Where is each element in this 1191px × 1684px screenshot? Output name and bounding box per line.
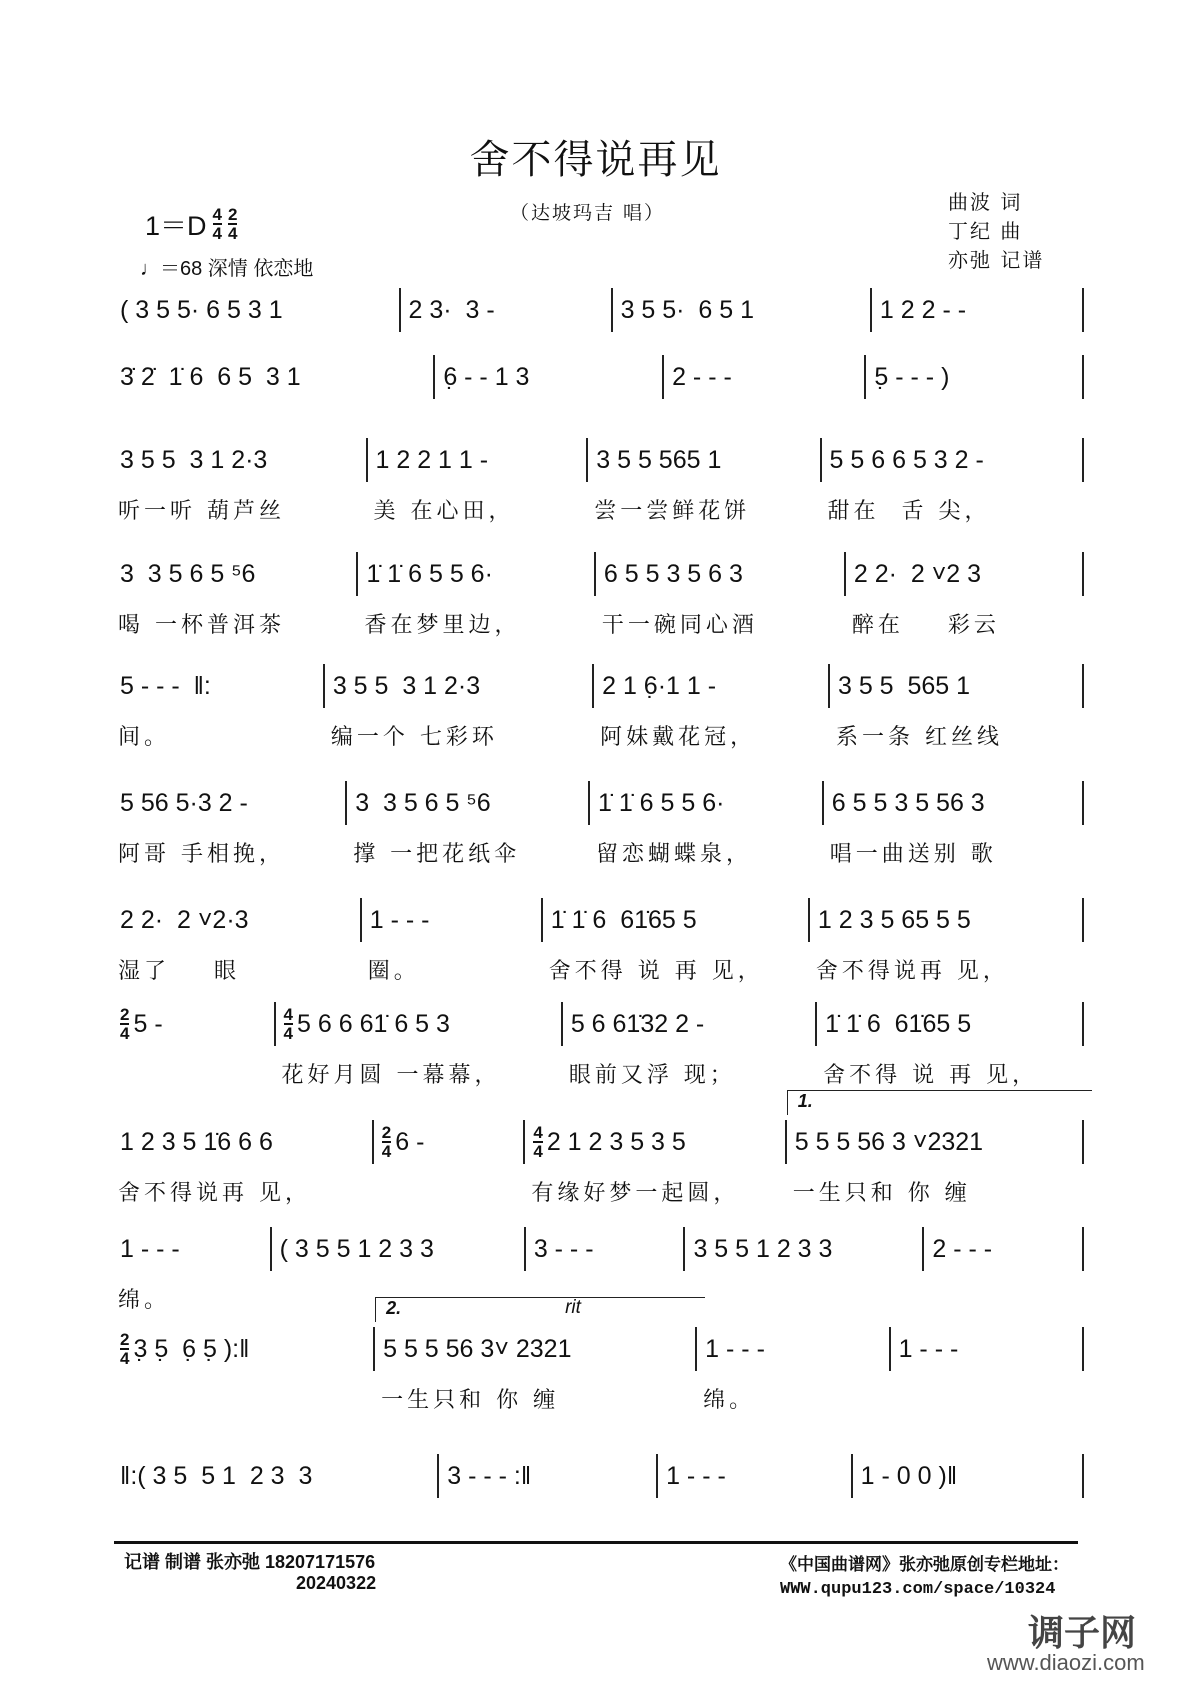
measure xyxy=(112,1002,276,1046)
lyric-line: 花好月圆 一幕幕， xyxy=(281,1063,501,1088)
note-sequence: 3 5 5 3 1 2·3 xyxy=(332,672,481,700)
lyric-line: 阿妹戴花冠， xyxy=(600,725,757,750)
note-sequence: 2 1 2 3 5 3 5 xyxy=(546,1128,686,1156)
ts-denominator: 4 xyxy=(227,223,238,243)
measure-notes xyxy=(880,288,1074,332)
composer: 丁纪 曲 xyxy=(948,219,1023,243)
measure xyxy=(435,355,664,399)
measure xyxy=(112,664,325,750)
measure-notes xyxy=(120,1120,364,1164)
score-system xyxy=(112,898,1084,984)
time-signature-change xyxy=(284,1006,293,1042)
lyric-line: 一生只和 你 缠 xyxy=(381,1388,560,1413)
footer-site xyxy=(780,1552,1069,1602)
ts-digit: 4 xyxy=(533,1123,543,1142)
score-system xyxy=(112,1002,1084,1088)
measure-notes xyxy=(932,1227,1074,1271)
measure-notes xyxy=(120,781,337,825)
ts-digit: 2 xyxy=(120,1330,130,1349)
measure xyxy=(368,438,589,524)
measure xyxy=(824,781,1084,867)
footer-date: 20240322 xyxy=(296,1573,377,1593)
measure xyxy=(594,664,830,750)
measure xyxy=(347,781,590,867)
measure xyxy=(112,1120,374,1206)
lyric-line: 绵。 xyxy=(118,1288,171,1313)
measure xyxy=(374,1120,526,1164)
transcriber: 亦弛 记谱 xyxy=(948,248,1045,272)
note-sequence: 5 6 6 61̇ 6 5 3 xyxy=(297,1010,450,1038)
measure xyxy=(658,1454,853,1498)
time-signature-2-4 xyxy=(228,206,237,242)
lyric-line: 圈。 xyxy=(367,959,420,984)
note-sequence: 5 5 5 56 3˅ 2321 xyxy=(383,1335,572,1363)
lyric-line: 眼前又浮 现； xyxy=(568,1063,736,1088)
note-sequence: 1 - - - xyxy=(705,1335,765,1363)
key-signature xyxy=(145,204,237,243)
measure-notes xyxy=(861,1454,1074,1498)
note-sequence: 5 5 6 6 5 3 2 - xyxy=(829,446,984,474)
measure-notes xyxy=(355,781,580,825)
lyric-line: 香在梦里边， xyxy=(364,613,521,638)
note-sequence: 1 - - - xyxy=(898,1335,959,1363)
note-sequence: 1 2 2 1 1 - xyxy=(375,446,489,474)
lyric-line: 湿了 眼 xyxy=(118,959,240,984)
measure-notes xyxy=(120,1327,365,1371)
measure-notes xyxy=(443,355,654,399)
score-system xyxy=(112,552,1084,638)
note-sequence: 1̇ 1̇ 6 61̇65 5 xyxy=(825,1010,972,1038)
note-sequence: 2 - - - xyxy=(932,1235,993,1263)
score-system xyxy=(112,664,1084,750)
lyric-line: 间。 xyxy=(118,725,171,750)
lyric-line: 系一条 红丝线 xyxy=(835,725,1003,750)
measure xyxy=(375,1297,697,1413)
note-sequence: 1 - - - xyxy=(120,1235,180,1263)
ritardando-marking: rit xyxy=(565,1297,581,1318)
lyricist: 曲波 词 xyxy=(948,190,1023,214)
note-sequence: 3 5 5· 6 5 1 xyxy=(620,296,755,324)
credits xyxy=(948,188,1044,275)
measure xyxy=(891,1327,1084,1371)
measure-notes xyxy=(120,898,352,942)
note-sequence: 1̇ 1̇ 6 5 5 6· xyxy=(366,560,493,588)
measure-notes xyxy=(409,288,603,332)
note-sequence: 5̣ - - - ) xyxy=(874,363,950,391)
measure-notes xyxy=(333,664,584,708)
measure xyxy=(924,1227,1084,1271)
measure-notes xyxy=(602,664,820,708)
lyric-line: 编一个 七彩环 xyxy=(330,725,498,750)
measure xyxy=(358,552,595,638)
ts-numerator: 4 xyxy=(212,204,222,224)
lyric-line: 绵。 xyxy=(703,1388,756,1413)
measure xyxy=(362,898,543,984)
note-sequence: 2 - - - xyxy=(672,363,732,391)
lyric-line: 舍不得 说 再 见， xyxy=(548,959,764,984)
measure xyxy=(401,288,613,332)
measure xyxy=(543,898,810,984)
time-signature-change xyxy=(120,1331,129,1367)
lyric-line: 喝 一杯普洱茶 xyxy=(118,613,285,638)
note-sequence: 5 5 5 56 3 ˅2321 xyxy=(794,1128,984,1156)
measure-notes xyxy=(832,781,1074,825)
measure-notes xyxy=(533,1120,776,1164)
measure-notes xyxy=(120,664,315,708)
note-sequence: 1 - 0 0 )‖ xyxy=(860,1462,958,1490)
measure xyxy=(272,1227,526,1271)
note-sequence: 5 - - - ‖: xyxy=(120,672,211,700)
lyric-line: 一生只和 你 缠 xyxy=(792,1181,971,1206)
measure-notes xyxy=(838,664,1074,708)
lyric-line: 撑 一把花纸伞 xyxy=(353,842,521,867)
measure-notes xyxy=(120,288,391,332)
measure-notes xyxy=(705,1327,880,1371)
note-sequence: 1 2 3 5 65 5 5 xyxy=(817,906,971,934)
measure-notes xyxy=(666,1454,843,1498)
measure-notes xyxy=(120,1227,262,1271)
measure-notes xyxy=(672,355,856,399)
lyric-line: 醉在 彩云 xyxy=(851,613,1000,638)
measure xyxy=(846,552,1084,638)
measure xyxy=(853,1454,1084,1498)
measure-notes xyxy=(382,1120,516,1164)
lyric-line: 唱一曲送别 歌 xyxy=(829,842,997,867)
measure xyxy=(822,438,1084,524)
time-signature-change xyxy=(120,1006,129,1042)
measure xyxy=(112,898,362,984)
watermark-logo: 调子网 xyxy=(1028,1612,1137,1653)
score-system xyxy=(112,1297,1084,1413)
score-system xyxy=(112,781,1084,867)
measure xyxy=(112,1227,272,1313)
note-sequence: 6 5 5 3 5 6 3 xyxy=(603,560,743,588)
ts-digit: 2 xyxy=(120,1005,130,1024)
measure xyxy=(112,552,358,638)
measure-notes xyxy=(370,898,533,942)
ts-digit: 4 xyxy=(283,1005,294,1024)
measure-notes xyxy=(596,438,811,482)
volta-bracket: 1. xyxy=(787,1090,1092,1115)
ts-digit: 4 xyxy=(120,1349,130,1368)
note-sequence: 3 5 5 3 1 2·3 xyxy=(120,446,268,474)
measure xyxy=(526,1227,686,1271)
measure xyxy=(588,438,821,524)
note-sequence: 3 5 5 565 1 xyxy=(596,446,722,474)
lyric-line: 尝一尝鲜花饼 xyxy=(594,499,751,524)
note-sequence: 6̣ - - 1 3 xyxy=(443,363,530,391)
note-sequence: 5 - xyxy=(133,1010,163,1038)
measure-notes xyxy=(571,1002,807,1046)
time-signature-change xyxy=(382,1124,391,1160)
note-sequence: 2 3· 3 - xyxy=(408,296,495,324)
measure xyxy=(563,1002,817,1088)
measure-notes xyxy=(693,1227,914,1271)
measure xyxy=(664,355,866,399)
measure xyxy=(439,1454,658,1498)
time-signature-change xyxy=(533,1124,542,1160)
ts-denominator: 4 xyxy=(212,223,222,243)
measure-notes xyxy=(874,355,1074,399)
measure xyxy=(830,664,1084,750)
note-sequence: 5 56 5·3 2 - xyxy=(120,789,248,817)
note-sequence: 3 3 5 6 5 ⁵6 xyxy=(120,560,256,588)
footer-divider xyxy=(114,1541,1078,1544)
measure xyxy=(276,1002,563,1088)
measure-notes xyxy=(120,355,425,399)
note-sequence: 1 - - - xyxy=(369,906,430,934)
measure-notes xyxy=(120,552,348,596)
note-sequence: 1 2 2 - - xyxy=(879,296,967,324)
measure-notes xyxy=(284,1002,553,1046)
ts-digit: 4 xyxy=(381,1142,392,1161)
measure xyxy=(112,355,435,399)
measure xyxy=(817,1002,1084,1088)
measure-notes xyxy=(366,552,585,596)
measure-notes xyxy=(825,1002,1074,1046)
note-sequence: 2 1 6̣·1 1 - xyxy=(602,672,717,700)
ts-digit: 4 xyxy=(120,1024,130,1043)
note-sequence: 3 - - - :‖ xyxy=(447,1462,532,1490)
footer-credit-text: 记谱 制谱 张亦弛 18207171576 xyxy=(124,1552,376,1572)
measure-notes xyxy=(830,438,1074,482)
ts-numerator: 2 xyxy=(227,204,238,224)
watermark-url: www.diaozi.com xyxy=(987,1650,1145,1675)
lyric-line: 留恋蝴蝶泉， xyxy=(595,842,752,867)
measure xyxy=(596,552,846,638)
note-sequence: 1 - - - xyxy=(666,1462,726,1490)
note-sequence: 2 2· 2 ˅2·3 xyxy=(120,906,249,934)
measure xyxy=(685,1227,924,1271)
note-sequence: 3 3 5 6 5 ⁵6 xyxy=(355,789,491,817)
lyric-line: 舍不得说再 见， xyxy=(118,1181,311,1206)
tempo-marking: ♩＝68 深情 依恋地 xyxy=(140,258,314,280)
measure xyxy=(525,1120,786,1206)
lyric-line: 有缘好梦一起圆， xyxy=(531,1181,740,1206)
measure xyxy=(112,288,401,332)
measure xyxy=(810,898,1084,984)
score-system xyxy=(112,438,1084,524)
footer-credit xyxy=(124,1552,376,1594)
note-sequence: 3̇ 2̇ 1̇ 6 6 5 3 1 xyxy=(120,363,301,391)
singer-credit: （达坡玛吉 唱） xyxy=(510,202,666,224)
measure xyxy=(590,781,824,867)
measure xyxy=(787,1091,1084,1206)
measure xyxy=(112,438,368,524)
measure xyxy=(325,664,594,750)
measure xyxy=(872,288,1084,332)
note-sequence: 5 6 61̇32 2 - xyxy=(570,1010,705,1038)
note-sequence: ( 3 5 5· 6 5 3 1 xyxy=(120,296,283,324)
measure-notes xyxy=(818,898,1074,942)
measure xyxy=(112,1327,375,1371)
measure-notes xyxy=(120,1002,266,1046)
measure-notes xyxy=(551,898,800,942)
score-system xyxy=(112,1454,1084,1498)
footer-site-label: 《中国曲谱网》张亦弛原创专栏地址： xyxy=(780,1555,1069,1574)
measure xyxy=(697,1327,890,1413)
volta-bracket: 2. xyxy=(375,1297,705,1322)
lyric-line: 听一听 葫芦丝 xyxy=(118,499,285,524)
note-sequence: 3̣ 5̣ 6̣ 5̣ ):‖ xyxy=(133,1335,250,1363)
note-sequence: 6 - xyxy=(395,1128,425,1156)
note-sequence: 1̇ 1̇ 6 61̇65 5 xyxy=(550,906,697,934)
note-sequence: 1̇ 1̇ 6 5 5 6· xyxy=(597,789,725,817)
note-sequence: 6 5 5 3 5 56 3 xyxy=(831,789,985,817)
song-title: 舍不得说再见 xyxy=(469,137,722,183)
measure-notes xyxy=(534,1227,676,1271)
footer-site-url[interactable]: WWW.qupu123.com/space/10324 xyxy=(780,1580,1056,1599)
note-sequence: 2 2· 2 ˅2 3 xyxy=(853,560,982,588)
measure-notes xyxy=(854,552,1074,596)
measure-notes xyxy=(120,438,358,482)
measure-notes xyxy=(621,288,862,332)
time-signature-4-4 xyxy=(213,206,222,242)
measure-notes xyxy=(447,1454,648,1498)
measure-notes xyxy=(598,781,814,825)
note-sequence: 1 2 3 5 1̇6 6 6 xyxy=(120,1128,273,1156)
note-sequence: ‖:( 3 5 5 1 2 3 3 xyxy=(120,1462,313,1490)
measure-notes xyxy=(280,1227,516,1271)
lyric-line: 干一碗同心酒 xyxy=(601,613,758,638)
measure-notes xyxy=(120,1454,429,1498)
measure-notes xyxy=(604,552,836,596)
measure-notes xyxy=(899,1327,1074,1371)
score-system xyxy=(112,355,1084,399)
measure xyxy=(112,1454,439,1498)
note-sequence: 3 - - - xyxy=(533,1235,594,1263)
measure-notes xyxy=(795,1120,1074,1164)
ts-digit: 2 xyxy=(381,1123,392,1142)
score-system xyxy=(112,1091,1084,1206)
lyric-line: 舍不得说再 见， xyxy=(815,959,1009,984)
lyric-line: 舍不得 说 再 见， xyxy=(823,1063,1039,1088)
note-sequence: 3 5 5 1 2 3 3 xyxy=(693,1235,833,1263)
measure xyxy=(866,355,1084,399)
score-system xyxy=(112,288,1084,332)
lyric-line: 甜在 舌 尖， xyxy=(827,499,991,524)
lyric-line: 阿哥 手相挽， xyxy=(118,842,285,867)
measure xyxy=(112,781,347,867)
note-sequence: ( 3 5 5 1 2 3 3 xyxy=(279,1235,434,1263)
measure-notes xyxy=(376,438,579,482)
ts-digit: 4 xyxy=(533,1142,543,1161)
key-label: 1＝D xyxy=(145,211,207,241)
note-sequence: 3 5 5 565 1 xyxy=(837,672,971,700)
lyric-line: 美 在心田， xyxy=(373,499,515,524)
measure-notes xyxy=(383,1327,687,1371)
ts-digit: 4 xyxy=(283,1024,294,1043)
measure xyxy=(613,288,872,332)
